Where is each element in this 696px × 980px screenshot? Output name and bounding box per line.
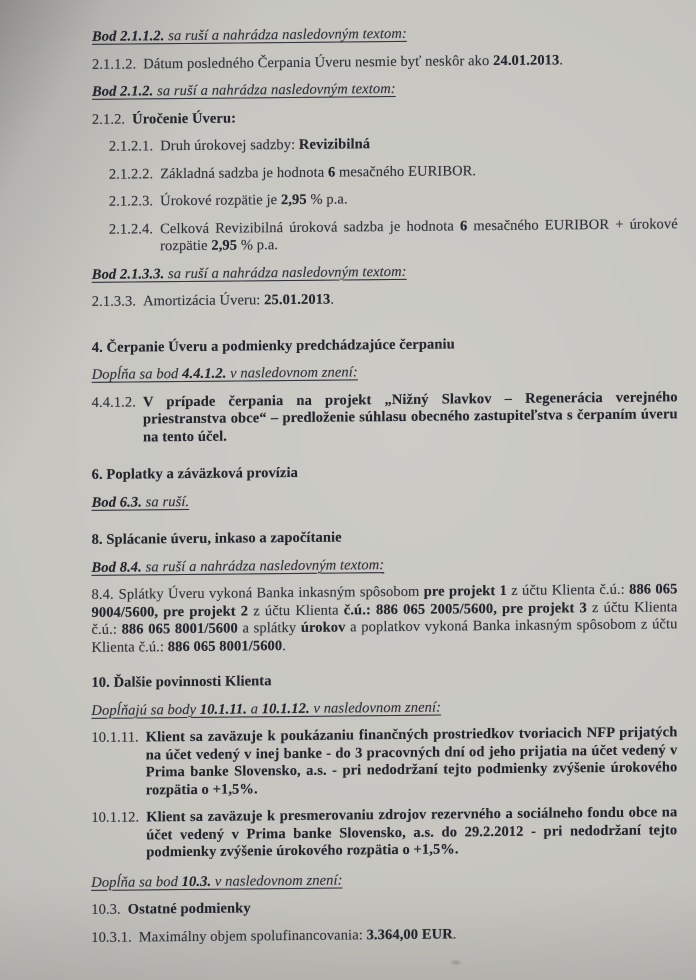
text-segment: 6. Poplatky a záväzková provízia bbox=[91, 464, 298, 483]
section-10-client-obligations bbox=[91, 669, 677, 862]
clause-text bbox=[160, 161, 678, 183]
clause-item bbox=[92, 106, 678, 129]
section-heading bbox=[92, 461, 678, 484]
clause-number: 10.3. bbox=[91, 901, 121, 918]
text-segment: 10.1.11. bbox=[199, 700, 247, 718]
line-text bbox=[92, 26, 407, 45]
clause-item bbox=[91, 581, 677, 657]
section-heading bbox=[92, 526, 678, 549]
line-text bbox=[92, 336, 455, 355]
amendment-line bbox=[92, 78, 678, 101]
text-segment: úrokov bbox=[300, 619, 346, 636]
text-segment: sa ruší a nahrádza nasledovným textom: bbox=[168, 25, 407, 45]
text-segment: mesačného EURIBOR. bbox=[335, 162, 477, 181]
text-segment: Bod 2.1.2. bbox=[91, 83, 158, 100]
text-segment: Splátky Úveru vykoná Banka inkasným spôsobom bbox=[118, 583, 424, 603]
amendment-line bbox=[92, 361, 678, 384]
text-segment: Bod 2.1.3.3. bbox=[91, 265, 169, 283]
text-segment: Bod 2.1.1.2. bbox=[91, 28, 169, 45]
text-segment: Maximálny objem spolufinancovania: bbox=[138, 926, 367, 945]
text-segment: 8. Splácanie úveru, inkaso a započítanie bbox=[91, 529, 342, 548]
text-segment: z účtu Klienta bbox=[248, 601, 344, 619]
clause-text bbox=[160, 188, 678, 210]
section-heading bbox=[91, 669, 677, 692]
text-segment: % p.a. bbox=[237, 237, 279, 254]
text-segment: 25.01.2013 bbox=[264, 291, 331, 309]
clause-item bbox=[91, 896, 677, 919]
clause-item bbox=[109, 161, 678, 184]
amendment-line bbox=[92, 489, 678, 512]
clause-number: 2.1.2.1. bbox=[108, 138, 154, 155]
text-segment: 886 065 9004/5600, pre projekt 2 bbox=[91, 581, 678, 621]
section-8-repayment bbox=[91, 526, 677, 657]
text-segment: z účtu Klienta č.ú.: bbox=[91, 598, 678, 638]
clause-item bbox=[109, 133, 678, 156]
section-heading bbox=[92, 334, 678, 357]
text-segment: 2,95 bbox=[280, 191, 307, 209]
text-segment: 3.364,00 EUR bbox=[366, 925, 453, 943]
text-segment: v nasledovnom znení: bbox=[226, 364, 358, 382]
text-segment: Dátum posledného Čerpania Úveru nesmie byť neskôr ako bbox=[143, 52, 494, 72]
text-segment: Ostatné podmienky bbox=[127, 900, 251, 918]
clause-number: 8.4. bbox=[91, 586, 114, 603]
clause-item bbox=[91, 724, 677, 800]
amendment-line bbox=[92, 23, 678, 46]
clause-text bbox=[146, 804, 677, 862]
clause-text bbox=[139, 924, 677, 947]
text-segment: 886 065 8001/5600 bbox=[167, 637, 283, 655]
clause-item bbox=[109, 188, 678, 211]
text-segment: z účtu Klienta č.ú.: bbox=[506, 581, 630, 599]
text-segment: . bbox=[559, 51, 564, 68]
text-segment: Bod 6.3. bbox=[91, 493, 142, 511]
clause-text bbox=[132, 106, 678, 129]
document-content bbox=[91, 23, 678, 957]
text-segment: V prípade čerpania na projekt „Nižný Slavkov – Regenerácia verejného priestranstva obce“ – predloženie súhlasu obecného zastupiteľstva s čerpaním úveru na tento účel. bbox=[142, 388, 678, 445]
text-segment: a splátky bbox=[237, 619, 301, 637]
text-segment: Revizibilná bbox=[298, 136, 371, 153]
clause-number: 2.1.2.3. bbox=[108, 193, 154, 210]
text-segment: 6 bbox=[327, 164, 336, 181]
text-segment: Amortizácia Úveru: bbox=[143, 292, 265, 310]
clause-number: 2.1.2. bbox=[91, 111, 126, 128]
text-segment: . bbox=[452, 925, 457, 942]
clause-text bbox=[128, 896, 677, 919]
section-4-drawdown bbox=[92, 334, 678, 447]
text-segment: 6 bbox=[459, 217, 468, 234]
clause-text bbox=[146, 724, 678, 799]
amendment-line bbox=[91, 697, 677, 720]
text-segment: Dopĺňa sa bod bbox=[91, 366, 183, 383]
clause-number: 2.1.2.4. bbox=[108, 220, 154, 238]
clause-item bbox=[91, 804, 677, 862]
text-segment: pre projekt 1 bbox=[423, 582, 507, 600]
clause-number: 4.4.1.2. bbox=[91, 393, 137, 411]
text-segment: . bbox=[282, 637, 286, 654]
text-segment: Dopĺňajú sa body bbox=[91, 701, 200, 719]
clause-number: 2.1.2.2. bbox=[108, 165, 154, 183]
line-text bbox=[91, 872, 342, 890]
amendment-line bbox=[92, 554, 678, 577]
clause-item bbox=[92, 288, 678, 311]
text-segment: sa ruší a nahrádza nasledovným textom: bbox=[168, 263, 407, 282]
section-6-fees bbox=[92, 461, 678, 512]
text-segment: 10. Ďalšie povinnosti Klienta bbox=[91, 673, 272, 691]
clause-item bbox=[91, 924, 677, 947]
text-segment: mesačného EURIBOR + úrokové rozpätie bbox=[160, 215, 678, 255]
text-segment: a bbox=[246, 700, 262, 717]
clause-text bbox=[160, 133, 678, 155]
text-segment: Dopĺňa sa bod bbox=[91, 873, 182, 891]
line-text bbox=[92, 364, 358, 383]
text-segment: Bod 8.4. bbox=[91, 558, 142, 576]
clause-number: 2.1.3.3. bbox=[91, 293, 137, 310]
line-text bbox=[91, 673, 271, 691]
line-text bbox=[92, 263, 407, 282]
line-text bbox=[92, 557, 385, 576]
section-10-3-other-conditions bbox=[91, 869, 677, 947]
text-segment: a poplatkov vykoná Banka inkasným spôsobom z účtu Klienta č.ú.: bbox=[91, 616, 678, 656]
clause-item bbox=[92, 389, 678, 447]
clause-item bbox=[92, 51, 678, 74]
text-segment: Úrokové rozpätie je bbox=[160, 192, 281, 210]
clause-text bbox=[143, 389, 678, 447]
text-segment: 886 065 8001/5600 bbox=[121, 620, 238, 638]
text-segment: 4.4.1.2. bbox=[182, 365, 227, 383]
amendment-line bbox=[91, 869, 677, 892]
line-text bbox=[91, 699, 441, 718]
text-segment: v nasledovnom znení: bbox=[211, 872, 343, 890]
text-segment: % p.a. bbox=[306, 191, 348, 208]
text-segment: Klient sa zaväzuje k poukázaniu finančných prostriedkov tvoriacich NFP prijatých na účet vedený v inej banke - do 3 pracovných dní od jeho prijatia na účet vedený v Prima banke Slovensko, a.s. - pri nedodržaní tejto podmienky zvýšenie úrokového rozpätia o +1,5%. bbox=[145, 724, 678, 798]
clause-text bbox=[91, 581, 677, 655]
text-segment: v nasledovnom znení: bbox=[309, 699, 442, 717]
section-2-interest bbox=[92, 23, 678, 311]
clause-text bbox=[143, 288, 678, 311]
text-segment: Druh úrokovej sadzby: bbox=[160, 136, 299, 155]
text-segment: Celková Revizibilná úroková sadzba je hodnota bbox=[160, 217, 460, 237]
clause-text bbox=[160, 216, 678, 256]
clause-item bbox=[109, 216, 678, 256]
line-text bbox=[92, 465, 298, 483]
text-segment: Základná sadzba je hodnota bbox=[160, 164, 328, 182]
clause-text bbox=[143, 51, 678, 74]
clause-number: 2.1.1.2. bbox=[91, 55, 137, 73]
line-text bbox=[92, 81, 396, 100]
amendment-line bbox=[92, 261, 678, 284]
text-segment: Úročenie Úveru: bbox=[132, 110, 237, 127]
clause-number: 10.1.12. bbox=[91, 809, 140, 826]
text-segment: 2,95 bbox=[211, 237, 238, 254]
line-text bbox=[92, 493, 190, 510]
text-segment: Klient sa zaväzuje k presmerovaniu zdrojov rezervného a sociálneho fondu obce na účet vedený v Prima banke Slovensko, a.s. do 29.2.2012 - pri nedodržaní tejto podmienky zvýšenie úrokového rozpätia o +1,5%. bbox=[146, 804, 678, 861]
text-segment: 4. Čerpanie Úveru a podmienky predchádzajúce čerpaniu bbox=[91, 335, 455, 356]
line-text bbox=[92, 530, 342, 548]
text-segment: 10.1.12. bbox=[261, 700, 310, 717]
text-segment: č.ú.: 886 065 2005/5600, pre projekt 3 bbox=[343, 599, 587, 618]
text-segment: 24.01.2013 bbox=[493, 51, 560, 69]
clause-number: 10.1.11. bbox=[91, 729, 139, 746]
text-segment: sa ruší. bbox=[141, 493, 190, 510]
clause-number: 10.3.1. bbox=[91, 929, 132, 946]
text-segment: sa ruší a nahrádza nasledovným textom: bbox=[157, 80, 396, 100]
text-segment: . bbox=[330, 291, 335, 308]
pencil-smudge-mark bbox=[448, 958, 464, 967]
text-segment: sa ruší a nahrádza nasledovným textom: bbox=[141, 556, 385, 575]
text-segment: 10.3. bbox=[181, 873, 212, 890]
